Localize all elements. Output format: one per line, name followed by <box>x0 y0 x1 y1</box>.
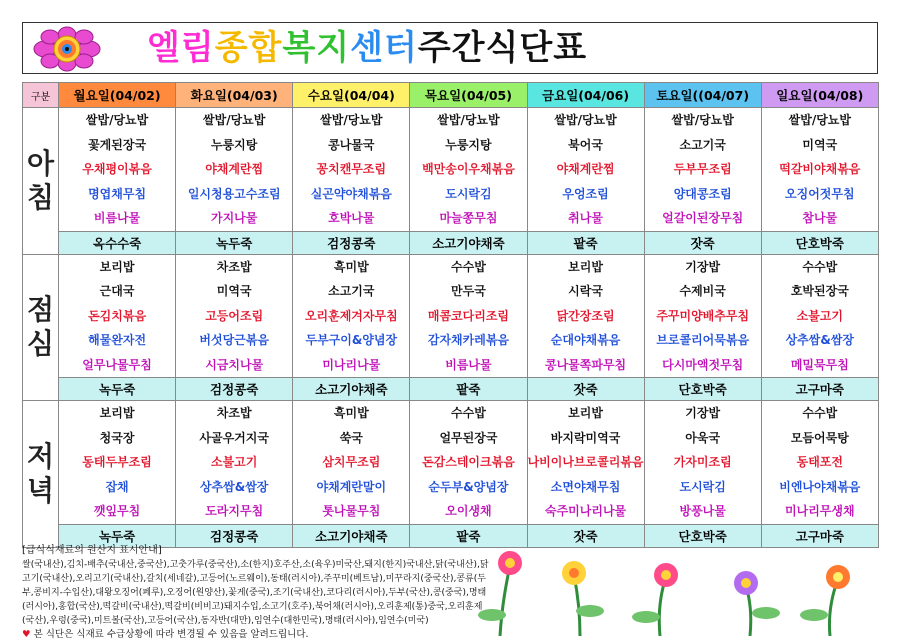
menu-item: 야채계란찜 <box>556 162 615 176</box>
menu-item: 쌀밥/당뇨밥 <box>671 113 734 127</box>
porridge-cell: 녹두죽 <box>59 378 176 401</box>
menu-item: 꽁치캔무조림 <box>316 162 387 176</box>
menu-item: 쌀밥/당뇨밥 <box>554 113 617 127</box>
menu-item: 모듬어묵탕 <box>790 430 849 445</box>
day-header: 목요일(04/05) <box>410 83 527 108</box>
menu-item: 얼갈이된장무침 <box>662 211 744 225</box>
menu-item: 보리밥 <box>568 259 603 274</box>
menu-item: 버섯당근볶음 <box>199 333 269 347</box>
porridge-cell: 검정콩죽 <box>176 378 293 401</box>
notice-footer: ♥ 본 식단은 식재료 수급상황에 따라 변경될 수 있음을 알려드립니다. <box>22 629 309 640</box>
day-header: 일요일(04/08) <box>761 83 878 108</box>
menu-cell <box>176 401 293 525</box>
meal-row <box>23 108 879 232</box>
menu-item: 동태포전 <box>796 455 843 469</box>
day-header: 화요일(04/03) <box>176 83 293 108</box>
menu-item: 소면야채무침 <box>550 479 621 494</box>
menu-item: 쌀밥/당뇨밥 <box>85 113 149 127</box>
day-header-row <box>23 83 879 108</box>
menu-cell <box>527 254 644 378</box>
porridge-cell: 고구마죽 <box>761 524 878 547</box>
menu-item: 보리밥 <box>99 406 135 420</box>
menu-item: 매콤코다리조림 <box>427 308 510 323</box>
menu-cell <box>59 401 176 525</box>
menu-cell <box>410 254 527 378</box>
menu-item: 잡채 <box>105 479 129 494</box>
menu-cell <box>761 254 878 378</box>
title-part: 주간식단표 <box>417 28 588 68</box>
menu-item: 수제비국 <box>679 284 726 298</box>
menu-item: 깻잎무침 <box>93 504 141 518</box>
menu-item: 호박된장국 <box>790 284 849 298</box>
menu-item: 고등어조림 <box>205 308 264 323</box>
porridge-cell: 팥죽 <box>527 231 644 254</box>
porridge-cell: 잣죽 <box>527 524 644 547</box>
porridge-cell: 잣죽 <box>527 378 644 401</box>
menu-item: 바지락미역국 <box>550 430 621 445</box>
menu-item: 만두국 <box>451 284 486 298</box>
menu-item: 취나물 <box>568 211 603 225</box>
menu-item: 상추쌈&쌈장 <box>785 333 855 347</box>
porridge-row <box>23 231 879 254</box>
porridge-cell: 고구마죽 <box>761 378 878 401</box>
menu-cell <box>59 254 176 378</box>
menu-item: 미나리나물 <box>322 357 381 372</box>
menu-item: 도시락김 <box>679 479 726 494</box>
menu-item: 수수밥 <box>802 406 838 420</box>
menu-item: 일시청용고수조림 <box>187 186 281 201</box>
menu-item: 주꾸미양배추무침 <box>656 308 750 323</box>
menu-item: 가자미조림 <box>673 455 732 469</box>
menu-item: 근대국 <box>99 284 135 298</box>
menu-cell <box>644 108 761 232</box>
menu-cell <box>59 108 176 232</box>
menu-item: 두부구이&양념장 <box>305 333 398 347</box>
day-header: 금요일(04/06) <box>527 83 644 108</box>
menu-item: 우채평이볶음 <box>82 162 152 176</box>
menu-item: 명엽채무침 <box>88 186 147 201</box>
menu-item: 참나물 <box>802 211 838 225</box>
porridge-cell: 옥수수죽 <box>59 231 176 254</box>
flower-logo-icon <box>29 26 105 72</box>
menu-item: 차조밥 <box>216 259 252 274</box>
menu-item: 다시마액젓무침 <box>662 357 744 372</box>
porridge-row <box>23 378 879 401</box>
menu-item: 수수밥 <box>451 259 486 274</box>
menu-cell <box>410 401 527 525</box>
porridge-cell: 잣죽 <box>644 231 761 254</box>
menu-item: 야채계란말이 <box>316 479 387 494</box>
porridge-cell: 검정콩죽 <box>176 524 293 547</box>
menu-item: 도시락김 <box>445 186 492 201</box>
menu-cell <box>644 401 761 525</box>
menu-item: 오리훈제겨자무침 <box>304 308 398 323</box>
menu-item: 돈감스테이크볶음 <box>422 455 515 469</box>
menu-item: 톳나물무침 <box>322 504 381 518</box>
title-part: 복지 <box>282 28 351 68</box>
porridge-cell: 단호박죽 <box>761 231 878 254</box>
menu-item: 시락국 <box>568 284 603 298</box>
menu-item: 실곤약야채볶음 <box>310 186 392 201</box>
menu-cell <box>176 254 293 378</box>
menu-item: 누룽지탕 <box>211 137 258 152</box>
porridge-cell: 팥죽 <box>410 378 527 401</box>
menu-item: 흑미밥 <box>333 406 369 420</box>
menu-item: 보리밥 <box>568 406 603 420</box>
day-header: 월요일(04/02) <box>59 83 176 108</box>
menu-item: 쌀밥/당뇨밥 <box>320 113 383 127</box>
menu-item: 상추쌈&쌈장 <box>199 479 269 494</box>
menu-item: 두부무조림 <box>673 162 732 176</box>
gubun-header: 구분 <box>23 83 59 108</box>
porridge-cell: 소고기야채죽 <box>410 231 527 254</box>
menu-item: 얼무된장국 <box>439 430 498 445</box>
menu-item: 양대콩조림 <box>673 186 732 201</box>
menu-item: 우엉조림 <box>562 186 609 201</box>
page-title <box>147 26 587 70</box>
menu-item: 기장밥 <box>685 406 721 420</box>
notice-title: [급식식재료의 원산지 표시안내] <box>22 545 162 556</box>
menu-cell <box>644 254 761 378</box>
porridge-cell: 단호박죽 <box>644 378 761 401</box>
menu-item: 보리밥 <box>99 259 135 274</box>
weekly-menu-table <box>22 82 879 548</box>
porridge-cell: 소고기야채죽 <box>293 524 410 547</box>
menu-item: 시금치나물 <box>205 357 264 372</box>
menu-cell <box>293 108 410 232</box>
menu-item: 청국장 <box>99 430 135 445</box>
menu-item: 쌀밥/당뇨밥 <box>203 113 266 127</box>
title-part: 센터 <box>350 28 418 68</box>
menu-item: 떡갈비야채볶음 <box>779 162 861 176</box>
menu-item: 해물완자전 <box>88 333 147 347</box>
menu-item: 가지나물 <box>211 211 258 225</box>
flower-decoration-icon <box>470 545 890 636</box>
porridge-cell: 소고기야채죽 <box>293 378 410 401</box>
menu-item: 비엔나야채볶음 <box>779 479 861 494</box>
menu-item: 쌀밥/당뇨밥 <box>437 113 500 127</box>
menu-item: 쑥국 <box>339 430 363 445</box>
menu-cell <box>293 401 410 525</box>
menu-cell <box>527 108 644 232</box>
notice-body: 쌀(국내산),김치-배추(국내산,중국산),고춧가루(중국산),소(한지)호주산,소(육우)미국산,돼지(한지)국내산,닭(국내산),닭고기(국내산),오리고기(국내산),갈치(세네갈),고등어(노르웨이),동태(러시아),주꾸미(베트남),미꾸라지(중국산),콩류(두부,콩비지-수입산),대왕오징어(페루),오징어(원양산),꽃게(중국),조기(국내산),코다리(러시아),두부(국산),콩(중국),명태(러시아),홍합(국산),떡갈비(국내산),떡갈비(비비고)돼지수입,소고기(호주),북어채(러시아),오리훈제(통)중국,오리훈제(국산),우렁(중국),미트볼(국산),고등어(국산),동자반(대만),임연수(대한민국),명태(러시아),임연수(미국) <box>22 560 489 626</box>
menu-cell <box>176 108 293 232</box>
menu-item: 마늘쫑무침 <box>439 211 498 225</box>
title-banner <box>22 22 878 74</box>
menu-cell <box>410 108 527 232</box>
menu-item: 소고기국 <box>328 284 375 298</box>
menu-item: 야채계란찜 <box>205 162 264 176</box>
menu-item: 메밀묵무침 <box>790 357 849 372</box>
porridge-cell: 녹두죽 <box>59 524 176 547</box>
menu-item: 수수밥 <box>802 259 838 274</box>
menu-item: 백만송이우채볶음 <box>422 162 515 176</box>
menu-item: 소불고기 <box>796 308 843 323</box>
porridge-cell: 녹두죽 <box>176 231 293 254</box>
menu-item: 꽃게된장국 <box>88 137 147 152</box>
menu-item: 누룽지탕 <box>445 137 492 152</box>
meal-label: 아 침 <box>23 108 59 255</box>
menu-item: 미역국 <box>216 284 252 298</box>
meal-row <box>23 254 879 378</box>
day-header: 토요일((04/07) <box>644 83 761 108</box>
day-header: 수요일(04/04) <box>293 83 410 108</box>
title-part: 종합 <box>214 28 283 68</box>
menu-cell <box>293 254 410 378</box>
meal-label: 저 녁 <box>23 401 59 548</box>
meal-label: 점 심 <box>23 254 59 401</box>
menu-item: 수수밥 <box>451 406 486 420</box>
menu-cell <box>761 108 878 232</box>
menu-item: 미나리무생채 <box>785 504 855 518</box>
menu-item: 순대야채볶음 <box>550 333 621 347</box>
menu-item: 나비이나브로콜리볶음 <box>527 455 644 469</box>
menu-item: 사골우거지국 <box>199 430 269 445</box>
menu-item: 소불고기 <box>211 455 258 469</box>
title-part: 엘림 <box>147 28 215 68</box>
menu-item: 콩나물쪽파무침 <box>544 357 627 372</box>
menu-item: 방풍나물 <box>679 504 726 518</box>
menu-item: 차조밥 <box>216 406 252 420</box>
heart-icon: ♥ <box>22 629 31 640</box>
menu-item: 숙주미나리나물 <box>544 504 627 518</box>
menu-item: 삼치무조림 <box>322 455 381 469</box>
porridge-cell: 팥죽 <box>410 524 527 547</box>
menu-item: 오징어젓무침 <box>785 186 855 201</box>
menu-cell <box>527 401 644 525</box>
menu-item: 소고기국 <box>679 137 726 152</box>
menu-item: 순두부&양념장 <box>428 479 509 494</box>
menu-cell <box>761 401 878 525</box>
menu-item: 도라지무침 <box>205 504 264 518</box>
menu-item: 브로콜리어묵볶음 <box>656 333 750 347</box>
menu-item: 얼무나물무침 <box>82 357 152 372</box>
menu-item: 콩나물국 <box>328 137 375 152</box>
menu-item: 비름나물 <box>93 211 141 225</box>
menu-item: 비름나물 <box>445 357 492 372</box>
menu-item: 닭간장조림 <box>556 308 615 323</box>
porridge-cell: 단호박죽 <box>644 524 761 547</box>
menu-item: 오이생채 <box>445 504 492 518</box>
menu-item: 아욱국 <box>685 430 721 445</box>
menu-item: 감자채카레볶음 <box>427 333 510 347</box>
menu-item: 북어국 <box>568 137 603 152</box>
menu-item: 기장밥 <box>685 259 721 274</box>
menu-item: 돈김치볶음 <box>88 308 147 323</box>
menu-item: 동태두부조림 <box>82 455 152 469</box>
menu-item: 호박나물 <box>328 211 375 225</box>
menu-item: 미역국 <box>802 137 838 152</box>
menu-item: 쌀밥/당뇨밥 <box>788 113 851 127</box>
porridge-cell: 검정콩죽 <box>293 231 410 254</box>
meal-row <box>23 401 879 525</box>
menu-item: 흑미밥 <box>333 259 369 274</box>
